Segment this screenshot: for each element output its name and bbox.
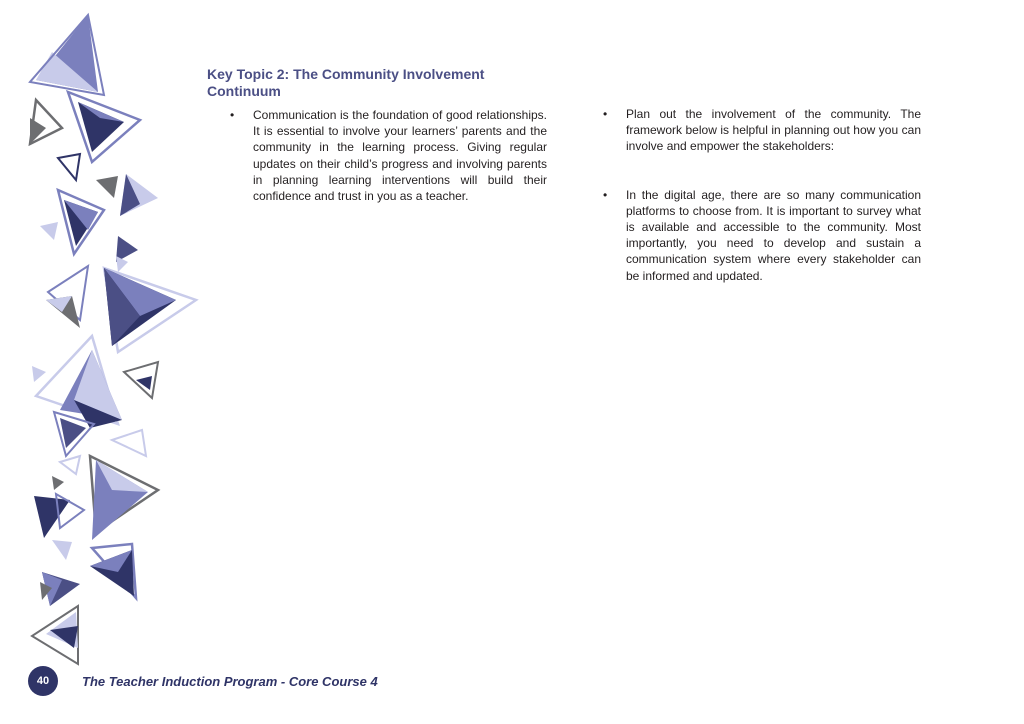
left-column-list [230,107,547,204]
triangle-shape [32,366,46,382]
triangle-shape [112,430,146,456]
list-item-text: In the digital age, there are so many communication platforms to choose from. It is important to survey what is available and accessible to the community. Most importantly, you need to develop and sustain a communication system where every stakeholder can be informed and updated. [626,187,921,283]
list-item [603,106,921,155]
bullet-icon: • [230,108,235,122]
triangle-shape [136,376,152,390]
list-item [603,187,921,284]
decorative-triangles-border [0,0,210,680]
list-item [230,107,547,204]
triangle-shape [60,456,80,474]
triangle-shape [52,476,64,490]
triangle-shape [34,496,70,538]
footer-title: The Teacher Induction Program - Core Course 4 [82,673,378,689]
bullet-icon: • [603,187,608,202]
bullet-icon: • [603,107,608,121]
page-number-badge: 40 [28,666,58,696]
section-heading: Key Topic 2: The Community Involvement Continuum [207,66,485,99]
list-item-text: Plan out the involvement of the community. The framework below is helpful in planning out how you can involve and empower the stakeholders: [626,107,921,154]
triangle-shape [58,154,80,180]
triangle-shape [52,540,72,560]
triangle-shape [40,222,58,240]
page-footer [28,666,378,696]
triangle-shape [60,418,86,448]
triangle-shape [96,176,118,198]
right-column-list [603,106,921,284]
list-item-text: Communication is the foundation of good relationships. It is essential to involve your learners’ parents and the community in the learning process. Giving regular updates on their child’s progress and involving parents in planning learning interventions will build their confidence and trust in you as a teacher. [253,108,547,204]
